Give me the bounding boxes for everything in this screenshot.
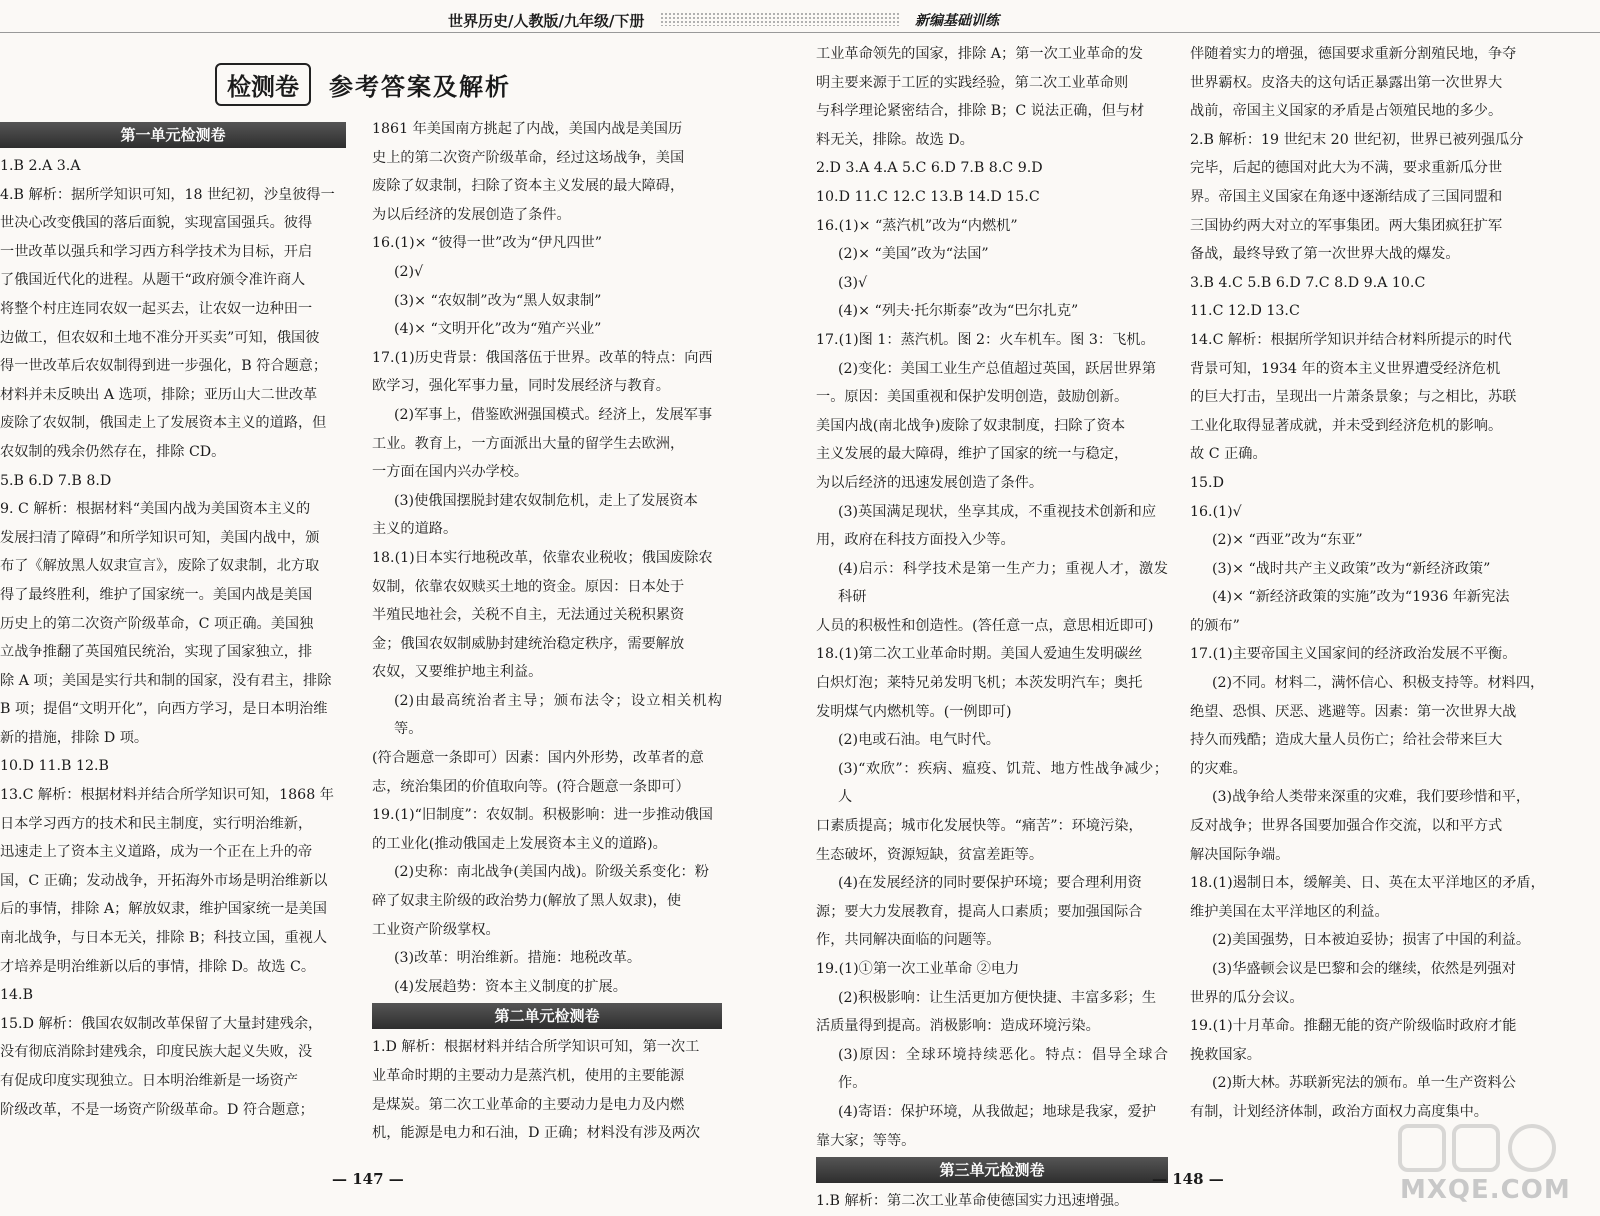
answer-line: 布了《解放黑人奴隶宣言》，废除了奴隶制，北方取 bbox=[0, 558, 320, 575]
answer-line: 1.D 解析：根据材料并结合所学知识可知，第一次工 bbox=[372, 1039, 700, 1056]
answer-line: 农奴制的残余仍然存在，排除 CD。 bbox=[0, 443, 226, 460]
answer-line: 工业。教育上，一方面派出大量的留学生去欧洲， bbox=[372, 435, 685, 452]
answer-line: 白炽灯泡；莱特兄弟发明飞机；本茨发明汽车；奥托 bbox=[816, 675, 1143, 692]
answer-line: 国，C 正确；发动战争，开拓海外市场是明治维新以 bbox=[0, 872, 328, 889]
answer-line: (2)× “美国”改为“法国” bbox=[838, 246, 989, 263]
answer-line: 为以后经济的发展创造了条件。 bbox=[372, 206, 571, 223]
answer-line: 一方面在国内兴办学校。 bbox=[372, 464, 529, 481]
answer-line: (2)积极影响：让生活更加方便快捷、丰富多彩；生 bbox=[838, 989, 1157, 1006]
answer-line: 绝望、恐惧、厌恶、逃避等。因素：第一次世界大战 bbox=[1190, 703, 1517, 720]
answer-line: 历史上的第二次资产阶级革命，C 项正确。美国独 bbox=[0, 615, 314, 632]
unit-banner: 第三单元检测卷 bbox=[816, 1157, 1168, 1183]
answer-line: 9. C 解析：根据材料“美国内战为美国资本主义的 bbox=[0, 501, 311, 518]
answer-line: 故 C 正确。 bbox=[1190, 446, 1267, 463]
answer-line: 新的措施，排除 D 项。 bbox=[0, 729, 149, 746]
answer-line: 主义发展的最大障碍，维护了国家的统一与稳定， bbox=[816, 446, 1129, 463]
answer-line: 14.B bbox=[0, 987, 33, 1004]
answer-line: (2)由最高统治者主导；颁布法令；设立相关机构等。 bbox=[394, 692, 722, 738]
answer-line: (2)电或石油。电气时代。 bbox=[838, 732, 1000, 749]
answer-line: 迅速走上了资本主义道路，成为一个正在上升的帝 bbox=[0, 844, 313, 861]
answer-line: 13.C 解析：根据材料并结合所学知识可知，1868 年 bbox=[0, 787, 334, 804]
answer-line: B 项；提倡“文明开化”，向西方学习，是日本明治维 bbox=[0, 701, 328, 718]
answer-line: (3)√ bbox=[838, 274, 868, 291]
answer-line: (2)军事上，借鉴欧洲强国模式。经济上，发展军事 bbox=[394, 406, 713, 423]
answer-line: 除 A 项；美国是实行共和制的国家，没有君主，排除 bbox=[0, 672, 332, 689]
answer-line: 材料并未反映出 A 选项，排除；亚历山大二世改革 bbox=[0, 386, 318, 403]
answer-line: (4)× “列夫·托尔斯泰”改为“巴尔扎克” bbox=[838, 303, 1079, 320]
answer-line: 人员的积极性和创造性。(答任意一点，意思相近即可) bbox=[816, 617, 1154, 634]
answer-line: 17.(1)图 1：蒸汽机。图 2：火车机车。图 3：飞机。 bbox=[816, 331, 1155, 348]
answer-line: 15.D 解析：俄国农奴制改革保留了大量封建残余， bbox=[0, 1015, 323, 1032]
answer-line: (4)在发展经济的同时要保护环境；要合理利用资 bbox=[838, 875, 1142, 892]
answer-line: 持久而残酷；造成大量人员伤亡；给社会带来巨大 bbox=[1190, 732, 1503, 749]
answer-line: 三国协约两大对立的军事集团。两大集团疯狂扩军 bbox=[1190, 217, 1503, 234]
answer-line: 将整个村庄连同农奴一起买去，让农奴一边种田一 bbox=[0, 300, 313, 317]
answer-line: 工业资产阶级掌权。 bbox=[372, 921, 500, 938]
answer-line: 后的事情，排除 A；解放奴隶，维护国家统一是美国 bbox=[0, 901, 327, 918]
answer-line: 备战，最终导致了第一次世界大战的爆发。 bbox=[1190, 246, 1460, 263]
answer-line: (3)华盛顿会议是巴黎和会的继续，依然是列强对 bbox=[1212, 961, 1516, 977]
answer-line: (2)× “西亚”改为“东亚” bbox=[1212, 532, 1363, 549]
answer-line: 奴制，依靠农奴赎买土地的资金。原因：日本处于 bbox=[372, 578, 685, 595]
answer-line: 金；俄国农奴制威胁封建统治稳定秩序，需要解放 bbox=[372, 635, 685, 652]
column-3 bbox=[816, 40, 1168, 1216]
answer-line: 南北战争，与日本无关，排除 B；科技立国，重视人 bbox=[0, 930, 328, 947]
answer-line: (4)× “新经济政策的实施”改为“1936 年新宪法 bbox=[1212, 589, 1510, 606]
answer-lines bbox=[372, 115, 722, 1001]
answer-line: (3)战争给人类带来深重的灾难，我们要珍惜和平， bbox=[1212, 789, 1531, 806]
answer-line: 3.B 4.C 5.B 6.D 7.C 8.D 9.A 10.C bbox=[1190, 274, 1426, 291]
answer-line: 的灾难。 bbox=[1190, 760, 1247, 777]
answer-line: 背景可知，1934 年的资本主义世界遭受经济危机 bbox=[1190, 360, 1501, 377]
page-header bbox=[0, 6, 1600, 30]
answer-line: (3)× “战时共产主义政策”改为“新经济政策” bbox=[1212, 560, 1491, 577]
answer-line: 一。原因：美国重视和保护发明创造，鼓励创新。 bbox=[816, 389, 1129, 406]
answer-line: 美国内战(南北战争)废除了奴隶制度，扫除了资本 bbox=[816, 417, 1126, 434]
answer-line: 4.B 解析：据所学知识可知，18 世纪初，沙皇彼得一 bbox=[0, 186, 335, 203]
answer-line: 的巨大打击，呈现出一片萧条景象；与之相比，苏联 bbox=[1190, 389, 1517, 406]
answer-line: 有促成印度实现独立。日本明治维新是一场资产 bbox=[0, 1073, 298, 1089]
answer-line: 18.(1)日本实行地税改革，依靠农业税收；俄国废除农 bbox=[372, 549, 713, 566]
answer-line: 活质量得到提高。消极影响：造成环境污染。 bbox=[816, 1018, 1100, 1035]
answer-line: 立战争推翻了英国殖民统治，实现了国家独立，排 bbox=[0, 644, 313, 661]
answer-line: 发明煤气内燃机等。(一例即可) bbox=[816, 703, 1012, 720]
answer-line: 得了最终胜利，维护了国家统一。美国内战是美国 bbox=[0, 586, 313, 603]
answer-line: 工业化取得显著成就，并未受到经济危机的影响。 bbox=[1190, 417, 1503, 434]
answer-line: 为以后经济的迅速发展创造了条件。 bbox=[816, 474, 1044, 491]
answer-line: (2)√ bbox=[394, 263, 424, 280]
answer-line: 发展扫清了障碍”和所学知识可知，美国内战中，颁 bbox=[0, 529, 320, 546]
answer-line: (3)改革：明治维新。措施：地税改革。 bbox=[394, 950, 642, 967]
answer-line: 的工业化(推动俄国走上发展资本主义的道路)。 bbox=[372, 835, 667, 852]
answer-line: 5.B 6.D 7.B 8.D bbox=[0, 472, 112, 489]
answer-line: 主义的道路。 bbox=[372, 521, 458, 538]
answer-line: 得一世改革后农奴制得到进一步强化，B 符合题意； bbox=[0, 358, 328, 375]
answer-line: 1.B 解析：第二次工业革命使德国实力迅速增强。 bbox=[816, 1193, 1129, 1210]
answer-line: (4)启示：科学技术是第一生产力；重视人才，激发科研 bbox=[838, 560, 1168, 606]
answer-line: 没有彻底消除封建残余，印度民族大起义失败，没 bbox=[0, 1044, 313, 1061]
answer-lines bbox=[372, 1033, 722, 1147]
answer-line: 1.B 2.A 3.A bbox=[0, 158, 81, 174]
answer-line: 18.(1)第二次工业革命时期。美国人爱迪生发明碳丝 bbox=[816, 646, 1143, 663]
answer-line: (2)美国强势，日本被迫妥协；损害了中国的利益。 bbox=[1212, 932, 1531, 949]
answer-line: (2)斯大林。苏联新宪法的颁布。单一生产资料公 bbox=[1212, 1075, 1516, 1092]
answer-line: (3)原因：全球环境持续恶化。特点：倡导全球合作。 bbox=[838, 1046, 1168, 1092]
answer-line: 2.B 解析：19 世纪末 20 世纪初，世界已被列强瓜分 bbox=[1190, 131, 1524, 148]
answer-line: 废除了奴隶制，扫除了资本主义发展的最大障碍， bbox=[372, 178, 685, 195]
answer-line: 16.(1)× “彼得一世”改为“伊凡四世” bbox=[372, 235, 602, 252]
answer-line: 欧学习，强化军事力量，同时发展经济与教育。 bbox=[372, 378, 670, 395]
answer-line: 16.(1)√ bbox=[1190, 503, 1242, 520]
answer-line: 10.D 11.C 12.C 13.B 14.D 15.C bbox=[816, 188, 1040, 205]
answer-line: (符合题意一条即可）因素：国内外形势，改革者的意 bbox=[372, 750, 704, 767]
answer-line: 16.(1)× “蒸汽机”改为“内燃机” bbox=[816, 217, 1018, 234]
answer-line: 世界的瓜分会议。 bbox=[1190, 989, 1304, 1006]
answer-line: (3)英国满足现状，坐享其成，不重视技术创新和应 bbox=[838, 503, 1157, 520]
answer-line: (2)变化：美国工业生产总值超过英国，跃居世界第 bbox=[838, 360, 1157, 377]
answer-line: 料无关，排除。故选 D。 bbox=[816, 131, 974, 148]
unit-banner: 第二单元检测卷 bbox=[372, 1003, 722, 1029]
answer-line: 界。帝国主义国家在角逐中逐渐结成了三国同盟和 bbox=[1190, 188, 1503, 205]
answer-line: 作，共同解决面临的问题等。 bbox=[816, 932, 1001, 949]
answer-line: 1861 年美国南方挑起了内战，美国内战是美国历 bbox=[372, 121, 683, 137]
answer-line: 史上的第二次资产阶级革命，经过这场战争，美国 bbox=[372, 149, 685, 166]
title-box: 检测卷 bbox=[215, 63, 311, 106]
answer-line: 口素质提高；城市化发展快等。“痛苦”：环境污染， bbox=[816, 818, 1143, 835]
answer-line: (4)发展趋势：资本主义制度的扩展。 bbox=[394, 978, 627, 995]
answer-line: 废除了农奴制，俄国走上了发展资本主义的道路，但 bbox=[0, 415, 327, 432]
answer-lines bbox=[0, 152, 352, 1124]
answer-lines bbox=[816, 1187, 1168, 1216]
answer-line: 11.C 12.D 13.C bbox=[1190, 303, 1300, 320]
answer-line: 18.(1)遏制日本，缓解美、日、英在太平洋地区的矛盾， bbox=[1190, 875, 1545, 892]
header-book-title: 世界历史/人教版/九年级/下册 bbox=[448, 12, 645, 30]
answer-line: 2.D 3.A 4.A 5.C 6.D 7.B 8.C 9.D bbox=[816, 160, 1043, 177]
answer-line: (3)× “农奴制”改为“黑人奴隶制” bbox=[394, 292, 602, 309]
answer-line: 反对战争；世界各国要加强合作交流，以和平方式 bbox=[1190, 818, 1503, 835]
column-4 bbox=[1190, 40, 1558, 1127]
answer-line: 19.(1)十月革命。推翻无能的资产阶级临时政府才能 bbox=[1190, 1018, 1517, 1035]
answer-line: 边做工，但农奴和土地不准分开买卖”可知，俄国彼 bbox=[0, 329, 320, 346]
answer-line: 靠大家；等等。 bbox=[816, 1132, 916, 1149]
answer-line: (3)“欢欣”：疾病、瘟疫、饥荒、地方性战争减少；人 bbox=[838, 760, 1168, 806]
answer-line: 农奴，又要维护地主利益。 bbox=[372, 664, 543, 681]
answer-line: 业革命时期的主要动力是蒸汽机，使用的主要能源 bbox=[372, 1068, 685, 1084]
answer-line: 15.D bbox=[1190, 474, 1224, 491]
answer-line: 有制，计划经济体制，政治方面权力高度集中。 bbox=[1190, 1103, 1488, 1120]
answer-line: 了俄国近代化的进程。从题干“政府颁令准许商人 bbox=[0, 272, 306, 289]
answer-line: 战前，帝国主义国家的矛盾是占领殖民地的多少。 bbox=[1190, 103, 1503, 120]
answer-line: 半殖民地社会，关税不自主，无法通过关税积累资 bbox=[372, 607, 685, 624]
title-text: 参考答案及解析 bbox=[329, 72, 511, 101]
answer-line: 是煤炭。第二次工业革命的主要动力是电力及内燃 bbox=[372, 1096, 685, 1113]
answer-line: 才培养是明治维新以后的事情，排除 D。故选 C。 bbox=[0, 958, 316, 975]
answer-line: 挽救国家。 bbox=[1190, 1046, 1261, 1063]
unit-banner: 第一单元检测卷 bbox=[0, 122, 346, 148]
answer-line: (2)史称：南北战争(美国内战)。阶级关系变化：粉 bbox=[394, 864, 709, 881]
column-2 bbox=[372, 115, 722, 1148]
answer-line: 日本学习西方的技术和民主制度，实行明治维新， bbox=[0, 815, 313, 832]
answer-line: 生态破坏，资源短缺，贫富差距等。 bbox=[816, 846, 1044, 863]
answer-line: 14.C 解析：根据所学知识并结合材料所提示的时代 bbox=[1190, 331, 1512, 348]
answer-line: 世界霸权。皮洛夫的这句话正暴露出第一次世界大 bbox=[1190, 74, 1503, 91]
answer-line: 与科学理论紧密结合，排除 B；C 说法正确，但与材 bbox=[816, 103, 1145, 120]
watermark-text: MXQE.COM bbox=[1400, 1175, 1571, 1205]
answer-lines bbox=[816, 40, 1168, 1155]
answer-line: 机，能源是电力和石油，D 正确；材料没有涉及两次 bbox=[372, 1125, 701, 1142]
header-dot-band bbox=[660, 12, 900, 26]
page-number-right: — 148 — bbox=[1152, 1170, 1224, 1188]
answer-line: 明主要来源于工匠的实践经验，第二次工业革命则 bbox=[816, 74, 1129, 91]
page-number-left: — 147 — bbox=[332, 1170, 404, 1188]
answer-line: 工业革命领先的国家，排除 A；第一次工业革命的发 bbox=[816, 46, 1143, 62]
answer-line: 19.(1)“旧制度”：农奴制。积极影响：进一步推动俄国 bbox=[372, 807, 713, 824]
answer-line: 阶级改革，不是一场资产阶级革命。D 符合题意； bbox=[0, 1101, 314, 1118]
answer-line: 完毕，后起的德国对此大为不满，要求重新瓜分世 bbox=[1190, 160, 1503, 177]
section-title bbox=[215, 62, 511, 106]
answer-line: 17.(1)主要帝国主义国家间的经济政治发展不平衡。 bbox=[1190, 646, 1517, 663]
answer-line: 世决心改变俄国的落后面貌，实现富国强兵。彼得 bbox=[0, 215, 313, 232]
column-1 bbox=[0, 120, 352, 1124]
answer-line: 源；要大力发展教育，提高人口素质；要加强国际合 bbox=[816, 903, 1143, 920]
answer-line: 10.D 11.B 12.B bbox=[0, 758, 109, 775]
answer-line: (4)寄语：保护环境，从我做起；地球是我家，爱护 bbox=[838, 1103, 1157, 1120]
answer-line: 17.(1)历史背景：俄国落伍于世界。改革的特点：向西 bbox=[372, 349, 713, 366]
answer-line: (2)不同。材料二，满怀信心、积极支持等。材料四， bbox=[1212, 675, 1545, 692]
answer-line: (4)× “文明开化”改为“殖产兴业” bbox=[394, 321, 602, 338]
answer-line: 解决国际争端。 bbox=[1190, 846, 1290, 863]
header-series-name: 新编基础训练 bbox=[915, 13, 999, 29]
answer-line: 19.(1)①第一次工业革命 ②电力 bbox=[816, 961, 1020, 977]
answer-line: 碎了奴隶主阶级的政治势力(解放了黑人奴隶)，使 bbox=[372, 893, 682, 910]
answer-line: (3)使俄国摆脱封建农奴制危机，走上了发展资本 bbox=[394, 492, 698, 509]
answer-line: 用，政府在科技方面投入少等。 bbox=[816, 532, 1015, 549]
answer-lines bbox=[1190, 40, 1558, 1127]
answer-line: 的颁布” bbox=[1190, 617, 1240, 634]
answer-line: 伴随着实力的增强，德国要求重新分割殖民地，争夺 bbox=[1190, 46, 1517, 62]
answer-line: 一世改革以强兵和学习西方科学技术为目标，开启 bbox=[0, 243, 313, 260]
answer-line: 维护美国在太平洋地区的利益。 bbox=[1190, 903, 1389, 920]
header-rule bbox=[0, 32, 1600, 33]
answer-line: 志，统治集团的价值取向等。(符合题意一条即可） bbox=[372, 778, 690, 795]
